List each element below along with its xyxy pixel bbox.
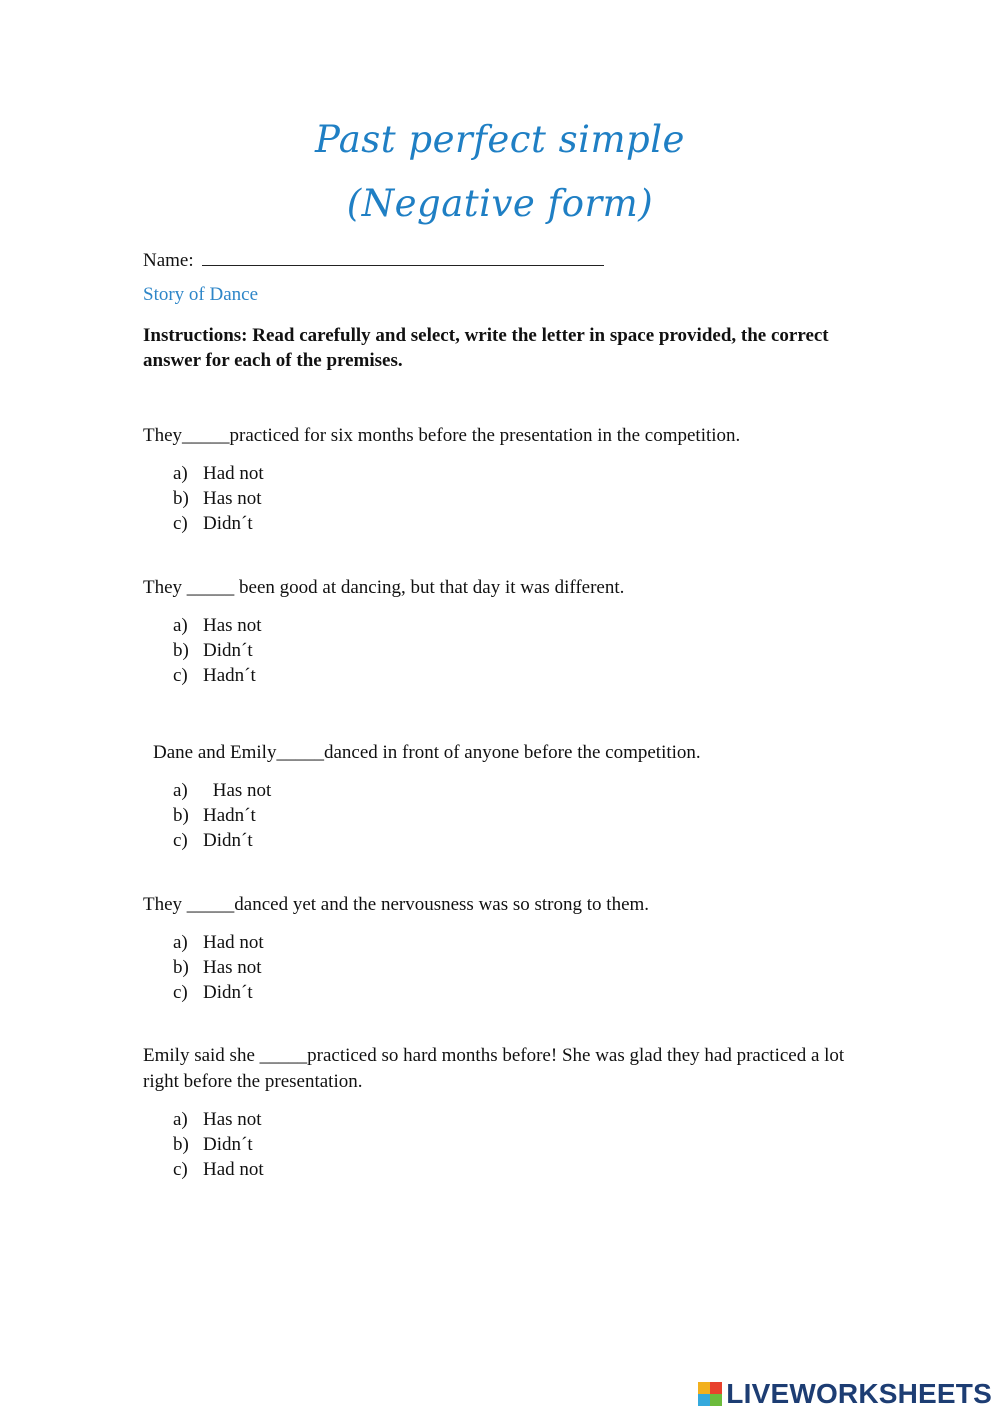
option-letter: c)	[173, 665, 188, 686]
option-a[interactable]	[173, 1107, 264, 1132]
option-c[interactable]	[173, 511, 264, 536]
option-text: Has not	[208, 780, 272, 801]
option-text: Didn´t	[203, 830, 253, 851]
option-b[interactable]	[173, 955, 264, 980]
option-text: Hadn´t	[203, 805, 256, 826]
question-1	[143, 423, 853, 534]
option-c[interactable]	[173, 1157, 264, 1182]
liveworksheets-logo-icon	[698, 1382, 722, 1406]
question-text: Dane and Emily_____danced in front of anyone before the competition.	[153, 742, 701, 763]
option-letter: a)	[173, 932, 188, 953]
option-b[interactable]	[173, 486, 264, 511]
options-list	[173, 778, 271, 853]
option-c[interactable]	[173, 828, 271, 853]
options-list	[173, 613, 262, 688]
option-letter: c)	[173, 830, 188, 851]
option-a[interactable]	[173, 613, 262, 638]
option-text: Has not	[203, 488, 262, 509]
option-text: Has not	[203, 1109, 262, 1130]
story-title: Story of Dance	[143, 284, 259, 305]
option-text: Had not	[203, 1159, 264, 1180]
option-letter: b)	[173, 640, 189, 661]
question-4	[143, 892, 853, 1003]
option-a[interactable]	[173, 461, 264, 486]
options-list	[173, 930, 264, 1005]
option-letter: a)	[173, 463, 188, 484]
option-letter: b)	[173, 957, 189, 978]
option-b[interactable]	[173, 803, 271, 828]
option-letter: c)	[173, 513, 188, 534]
liveworksheets-brand[interactable]	[698, 1374, 992, 1414]
option-letter: b)	[173, 488, 189, 509]
question-5	[143, 1043, 853, 1180]
option-text: Didn´t	[203, 982, 253, 1003]
option-text: Has not	[203, 957, 262, 978]
options-list	[173, 461, 264, 536]
option-text: Didn´t	[203, 513, 253, 534]
option-c[interactable]	[173, 980, 264, 1005]
title-line-1: Past perfect simple	[315, 118, 685, 161]
question-text: They _____ been good at dancing, but that day it was different.	[143, 577, 625, 598]
option-text: Hadn´t	[203, 665, 256, 686]
option-letter: b)	[173, 805, 189, 826]
question-text: They _____danced yet and the nervousness was so strong to them.	[143, 894, 650, 915]
name-row	[143, 245, 604, 272]
name-label: Name:	[143, 250, 194, 271]
option-letter: a)	[173, 780, 188, 801]
option-text: Had not	[203, 932, 264, 953]
question-text: They_____practiced for six months before the presentation in the competition.	[143, 425, 741, 446]
option-letter: c)	[173, 982, 188, 1003]
option-b[interactable]	[173, 1132, 264, 1157]
option-text: Didn´t	[203, 1134, 253, 1155]
option-text: Has not	[203, 615, 262, 636]
option-letter: a)	[173, 1109, 188, 1130]
option-letter: b)	[173, 1134, 189, 1155]
option-a[interactable]	[173, 930, 264, 955]
name-input-line[interactable]	[202, 245, 604, 266]
option-a[interactable]	[173, 778, 271, 803]
option-letter: a)	[173, 615, 188, 636]
title-line-2: (Negative form)	[346, 182, 654, 225]
question-3	[153, 740, 863, 851]
option-text: Didn´t	[203, 640, 253, 661]
option-b[interactable]	[173, 638, 262, 663]
option-letter: c)	[173, 1159, 188, 1180]
question-text: Emily said she _____practiced so hard months before! She was glad they had practiced a lot right before the presentation.	[143, 1045, 845, 1092]
options-list	[173, 1107, 264, 1182]
option-c[interactable]	[173, 663, 262, 688]
option-text: Had not	[203, 463, 264, 484]
brand-text: LIVEWORKSHEETS	[726, 1378, 992, 1409]
question-2	[143, 575, 853, 686]
instructions: Instructions: Read carefully and select, write the letter in space provided, the correct answer for each of the premises.	[143, 325, 829, 371]
